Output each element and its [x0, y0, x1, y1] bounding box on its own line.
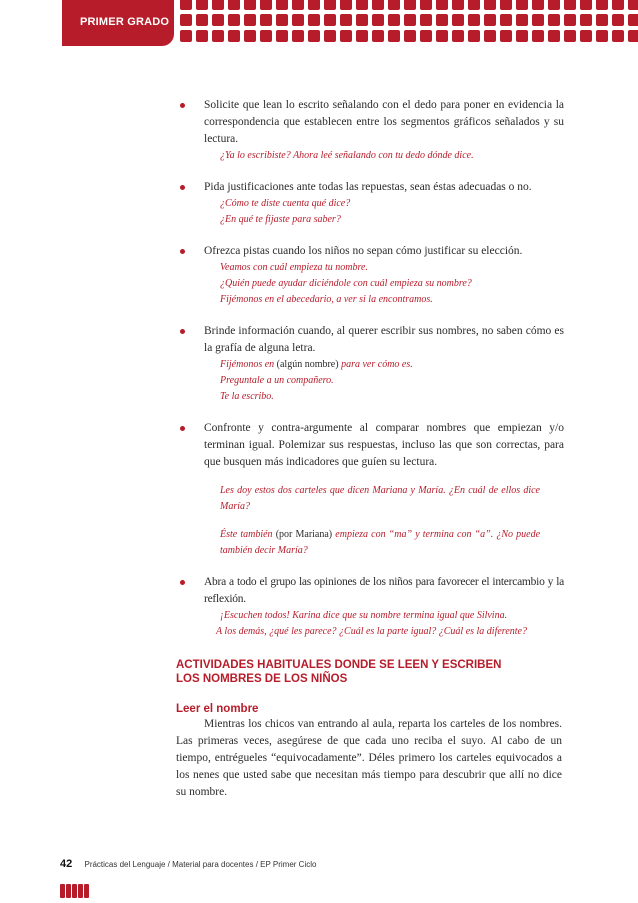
example-line: ¿Cómo te diste cuenta qué dice?	[220, 198, 351, 209]
bullet-dot	[180, 329, 185, 334]
bullet-dot	[180, 580, 185, 585]
example-line: ¿En qué te fijaste para saber?	[220, 214, 341, 225]
header-square	[516, 30, 528, 42]
header-square	[468, 0, 480, 10]
header-square	[292, 30, 304, 42]
header-square	[324, 14, 336, 26]
header-square	[212, 14, 224, 26]
header-square	[340, 30, 352, 42]
bullet-item	[176, 179, 564, 228]
example-plain-fragment: (por Mariana)	[275, 529, 333, 540]
header-square	[308, 0, 320, 10]
header-square	[228, 0, 240, 10]
header-square	[324, 30, 336, 42]
header-square	[612, 0, 624, 10]
header-square	[500, 0, 512, 10]
example-line: ¡Escuchen todos! Karina dice que su nombre termina igual que Silvina.	[220, 610, 508, 621]
header-square	[404, 30, 416, 42]
header-square	[212, 30, 224, 42]
example-line: ¿Quién puede ayudar diciéndole con cuál empieza su nombre?	[220, 278, 472, 289]
header-square	[244, 14, 256, 26]
header-square	[388, 14, 400, 26]
header-square	[628, 0, 638, 10]
header-square	[548, 14, 560, 26]
example-line: Preguntale a un compañero.	[220, 375, 334, 386]
header-square	[596, 30, 608, 42]
header-square	[452, 14, 464, 26]
header-square	[564, 30, 576, 42]
header-square	[372, 0, 384, 10]
header-square	[628, 14, 638, 26]
header-square	[468, 14, 480, 26]
header-square	[228, 30, 240, 42]
header-square	[212, 0, 224, 10]
header-square	[516, 14, 528, 26]
bullet-item	[176, 574, 564, 640]
section-body: Mientras los chicos van entrando al aula, reparta los carteles de los nombres. Las primeras veces, asegúrese de que cada uno reciba el suyo. Al cabo de un tiempo, entrégueles “equivocadamente”. Déles primero los carteles equivocados a los nenes que usted sabe que necesitan más tiempo para descubrir que allí no dice su nombre.	[176, 718, 562, 798]
header-square	[516, 0, 528, 10]
header-square	[388, 0, 400, 10]
bullet-dot	[180, 249, 185, 254]
header-square	[484, 0, 496, 10]
header-square	[500, 14, 512, 26]
header-square	[532, 0, 544, 10]
header-square	[180, 30, 192, 42]
bullet-item	[176, 323, 564, 405]
header-square	[292, 0, 304, 10]
header-square	[404, 14, 416, 26]
page-number: 42	[60, 858, 73, 870]
header-square	[180, 0, 192, 10]
example-line: Te la escribo.	[220, 391, 274, 402]
header-square	[596, 14, 608, 26]
example-line: Veamos con cuál empieza tu nombre.	[220, 262, 368, 273]
header-square	[532, 30, 544, 42]
header-square	[436, 0, 448, 10]
header-square	[260, 0, 272, 10]
bullet-dot	[180, 185, 185, 190]
header-square	[548, 0, 560, 10]
example-line: A los demás, ¿qué les parece? ¿Cuál es la parte igual? ¿Cuál es la diferente?	[216, 626, 527, 637]
bullet-text: Confronte y contra-argumente al comparar nombres que empiezan y/o terminan igual. Polemizar sus respuestas, incluso las que son correctas, para que busquen más indicadores que guíen su lectura.	[204, 422, 564, 468]
header-square	[340, 0, 352, 10]
bullet-text: Pida justificaciones ante todas las repuestas, sean éstas adecuadas o no.	[204, 181, 532, 193]
header-square	[436, 30, 448, 42]
header-square	[564, 14, 576, 26]
section-title-line: ACTIVIDADES HABITUALES DONDE SE LEEN Y ESCRIBEN	[176, 659, 502, 671]
header-square	[180, 14, 192, 26]
example-line: Les doy estos dos carteles que dicen Mariana y María. ¿En cuál de ellos dice María?	[220, 485, 540, 512]
header-square	[580, 14, 592, 26]
section-title	[176, 658, 576, 686]
header-square-pattern	[180, 0, 638, 46]
header-square	[436, 14, 448, 26]
footer-text: Prácticas del Lenguaje / Material para docentes / EP Primer Ciclo	[84, 860, 317, 869]
example-line	[220, 357, 564, 373]
header-square	[452, 30, 464, 42]
header-square	[260, 30, 272, 42]
header-square	[244, 0, 256, 10]
example-fragment: Éste también	[220, 529, 273, 540]
page-footer	[60, 858, 316, 870]
example-plain-fragment: (algún nombre)	[276, 359, 339, 370]
header-square	[388, 30, 400, 42]
example-line	[220, 527, 540, 559]
section-title-line: LOS NOMBRES DE LOS NIÑOS	[176, 673, 348, 685]
header-square	[420, 30, 432, 42]
header-square	[276, 30, 288, 42]
bullet-item	[176, 97, 564, 164]
header-square	[564, 0, 576, 10]
header-square	[404, 0, 416, 10]
bullet-dot	[180, 103, 185, 108]
main-content	[176, 97, 564, 655]
bullet-text: Ofrezca pistas cuando los niños no sepan cómo justificar su elección.	[204, 245, 523, 257]
header-square	[372, 14, 384, 26]
header-square	[196, 30, 208, 42]
bullet-text: Solicite que lean lo escrito señalando con el dedo para poner en evidencia la correspondencia que establecen entre los segmentos gráficos señalados y su lectura.	[204, 99, 564, 145]
example-line: ¿Ya lo escribiste? Ahora leé señalando con tu dedo dónde dice.	[220, 150, 474, 161]
header-square	[228, 14, 240, 26]
header-square	[324, 0, 336, 10]
header-square	[340, 14, 352, 26]
header-square	[356, 0, 368, 10]
header-square	[292, 14, 304, 26]
header-square	[532, 14, 544, 26]
footer-bars-decoration	[60, 884, 90, 903]
example-fragment: para ver cómo es.	[341, 359, 413, 370]
header-square	[308, 14, 320, 26]
header-square	[580, 30, 592, 42]
header-square	[356, 30, 368, 42]
bullet-item	[176, 243, 564, 308]
bullet-text: Abra a todo el grupo las opiniones de los niños para favorecer el intercambio y la reflexión.	[204, 576, 564, 605]
header-square	[276, 14, 288, 26]
header-square	[420, 0, 432, 10]
example-line: Fijémonos en el abecedario, a ver si la encontramos.	[220, 294, 433, 305]
header-square	[596, 0, 608, 10]
bullet-item	[176, 420, 564, 559]
header-square	[420, 14, 432, 26]
header-square	[612, 14, 624, 26]
header-square	[468, 30, 480, 42]
example-fragment: empieza con “ma” y termina con “a”. ¿No puede también decir María?	[220, 529, 541, 556]
bullet-dot	[180, 426, 185, 431]
header-square	[628, 30, 638, 42]
header-square	[500, 30, 512, 42]
header-square	[372, 30, 384, 42]
header-square	[260, 14, 272, 26]
header-square	[196, 0, 208, 10]
header-square	[276, 0, 288, 10]
header-square	[612, 30, 624, 42]
header-square	[580, 0, 592, 10]
header-square	[548, 30, 560, 42]
header-square	[356, 14, 368, 26]
header-square	[244, 30, 256, 42]
header-square	[452, 0, 464, 10]
example-fragment: Fijémonos en	[220, 359, 275, 370]
header-square	[484, 14, 496, 26]
bullet-text: Brinde información cuando, al querer escribir sus nombres, no saben cómo es la grafía de alguna letra.	[204, 325, 564, 354]
header-grade-label: PRIMER GRADO	[80, 16, 170, 28]
header-square	[308, 30, 320, 42]
section-subtitle: Leer el nombre	[176, 703, 259, 715]
header-square	[484, 30, 496, 42]
header-square	[196, 14, 208, 26]
